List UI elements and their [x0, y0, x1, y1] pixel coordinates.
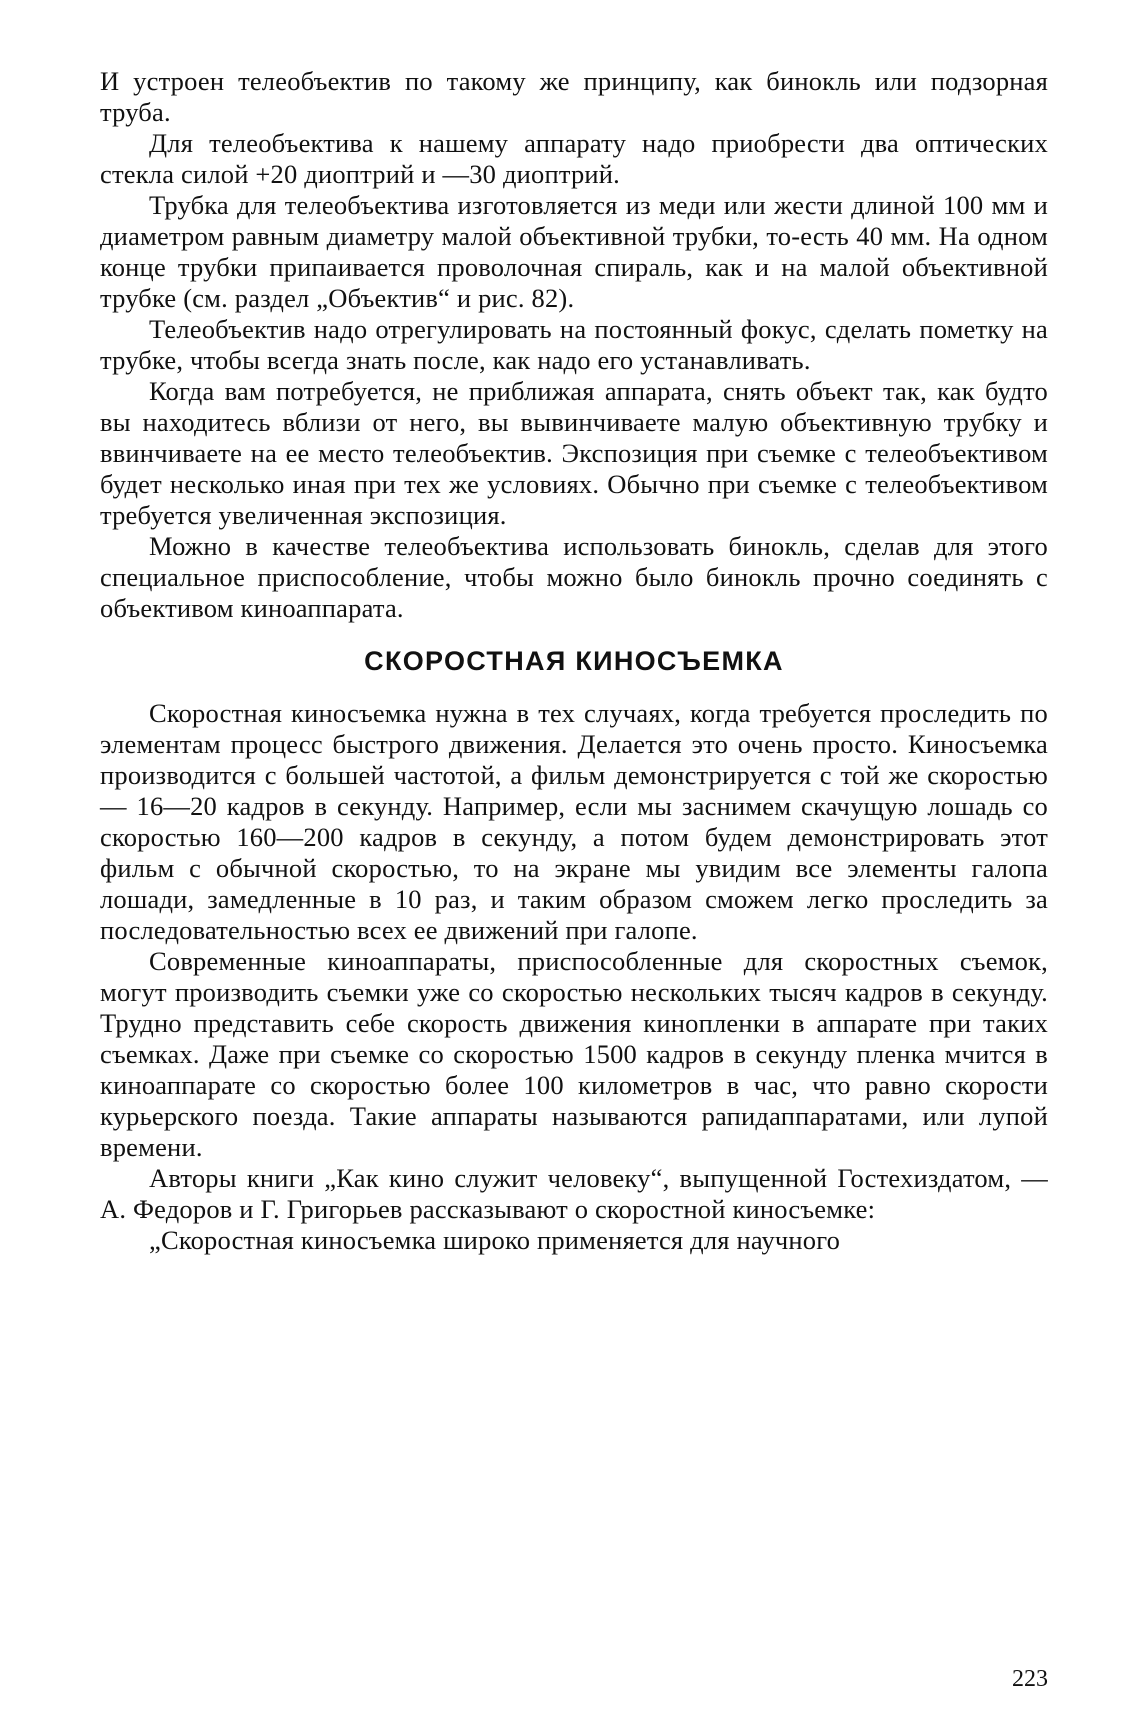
paragraph-telephoto-usage: Когда вам потребуется, не приближая аппарата, снять объект так, как будто вы находитесь вблизи от него, вы вывинчиваете малую объективную трубку и ввинчиваете на ее место телеобъектив. Экспозиция при съемке с телеобъективом будет несколько иная при тех же условиях. Обычно при съемке с телеобъективом требуется увеличенная экспозиция. — [100, 376, 1048, 530]
paragraph-modern-cameras: Современные киноаппараты, приспособленные для скоростных съемок, могут производить съемки уже со скоростью нескольких тысяч кадров в секунду. Трудно представить себе скорость движения кинопленки в аппарате при таких съемках. Даже при съемке со скоростью 1500 кадров в секунду пленка мчится в киноаппарате со скоростью более 100 километров в час, что равно скорости курьерского поезда. Такие аппараты называются рапидаппаратами, или лупой времени. — [100, 946, 1048, 1162]
paragraph-binocular-as-lens: Можно в качестве телеобъектива использовать бинокль, сделав для этого специальное приспособление, чтобы можно было бинокль прочно соединять с объективом киноаппарата. — [100, 531, 1048, 623]
paragraph-lens-tube: Трубка для телеобъектива изготовляется из меди или жести длиной 100 мм и диаметром равным диаметру малой объективной трубки, то-есть 40 мм. На одном конце трубки припаивается проволочная спираль, как и на малой объективной трубке (см. раздел „Объектив“ и рис. 82). — [100, 190, 1048, 313]
page-number: 223 — [1012, 1666, 1048, 1692]
paragraph-high-speed-intro: Скоростная киносъемка нужна в тех случаях, когда требуется проследить по элементам процесс быстрого движения. Делается это очень просто. Киносъемка производится с большей частотой, а фильм демонстрируется с той же скоростью — 16—20 кадров в секунду. Например, если мы заснимем скачущую лошадь со скоростью 160—200 кадров в секунду, а потом будем демонстрировать этот фильм с обычной скоростью, то на экране мы увидим все элементы галопа лошади, замедленные в 10 раз, и таким образом сможем легко проследить за последовательностью всех ее движений при галопе. — [100, 698, 1048, 945]
paragraph-optical-glasses: Для телеобъектива к нашему аппарату надо приобрести два оптических стекла силой +20 диоптрий и —30 диоптрий. — [100, 128, 1048, 189]
main-text-block — [100, 66, 1048, 1256]
section-heading: СКОРОСТНАЯ КИНОСЪЕМКА — [364, 646, 784, 676]
paragraph-book-authors: Авторы книги „Как кино служит человеку“, выпущенной Гостехиздатом, — А. Федоров и Г. Григорьев рассказывают о скоростной киносъемке: — [100, 1163, 1048, 1224]
paragraph-binocular-principle: И устроен телеобъектив по такому же принципу, как бинокль или подзорная труба. — [100, 66, 1048, 127]
paragraph-focus-adjustment: Телеобъектив надо отрегулировать на постоянный фокус, сделать пометку на трубке, чтобы всегда знать после, как надо его устанавливать. — [100, 314, 1048, 375]
paragraph-quote-start: „Скоростная киносъемка широко применяется для научного — [149, 1225, 841, 1255]
